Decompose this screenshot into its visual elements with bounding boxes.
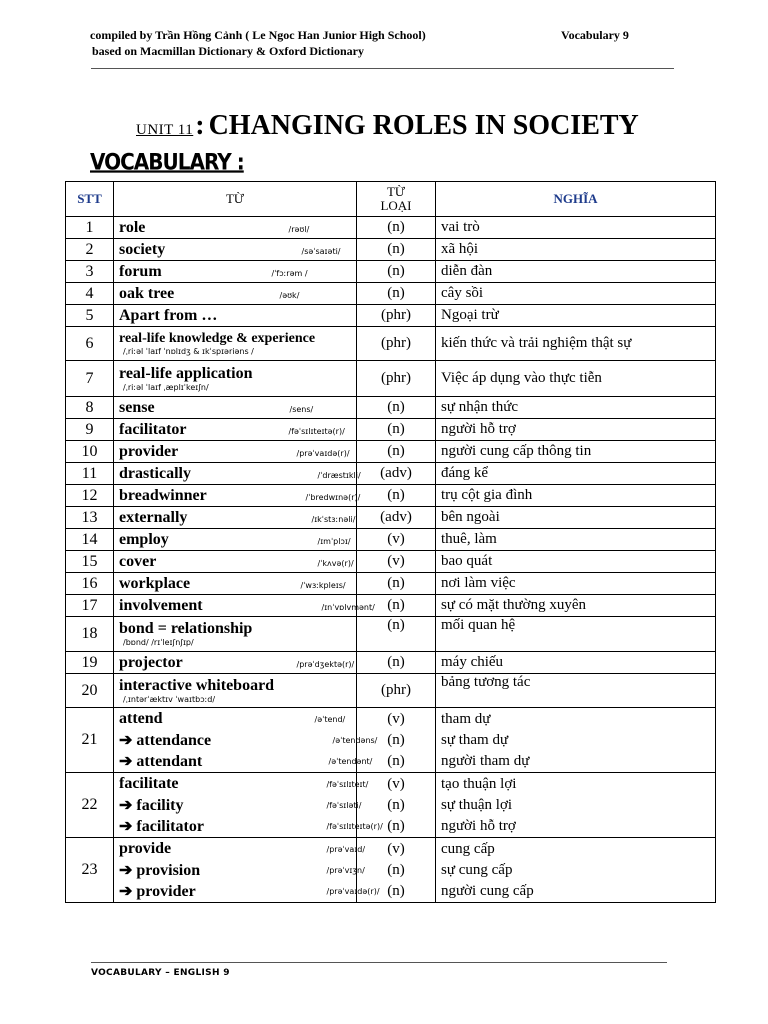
- ipa-text: /əˈtend/: [314, 714, 346, 724]
- meaning-cell: sự có mặt thường xuyên: [436, 595, 716, 617]
- footer-divider: [91, 962, 667, 963]
- meaning-text: sự tham dự: [441, 731, 509, 748]
- table-row: [66, 305, 716, 327]
- ipa-text: /fəˈsɪlɪteɪtə(r)/: [326, 821, 383, 831]
- pos-cell: (phr): [357, 327, 436, 361]
- meaning-cell: bảng tương tác: [436, 674, 716, 708]
- row-number: 1: [66, 217, 114, 239]
- meaning-cell: kiến thức và trải nghiệm thật sự: [436, 327, 716, 361]
- table-row: [66, 441, 716, 463]
- word-cell: [114, 529, 357, 551]
- word-cell: [114, 305, 357, 327]
- pos-cell: (adv): [357, 463, 436, 485]
- word-cell: [114, 507, 357, 529]
- meaning-cell: mối quan hệ: [436, 617, 716, 652]
- ipa-text: /prəˈvaɪd/: [326, 844, 366, 854]
- word-text: ➔ facilitator: [119, 818, 204, 835]
- pos-cell: (n): [357, 573, 436, 595]
- meaning-cell: trụ cột gia đình: [436, 485, 716, 507]
- row-number: 13: [66, 507, 114, 529]
- pos-cell: (n): [357, 485, 436, 507]
- word-text: role: [119, 218, 146, 236]
- ipa-text: /fəˈsɪlɪteɪt/: [326, 779, 369, 789]
- meaning-cell: người hỗ trợ: [436, 419, 716, 441]
- pos-text: (v): [387, 710, 405, 727]
- ipa-text: /ˌriːəl ˈlaɪf ˌæplɪˈkeɪʃn/: [123, 382, 209, 392]
- word-text: ➔ attendance: [119, 732, 212, 749]
- table-row: [66, 573, 716, 595]
- ipa-text: /rəʊl/: [288, 224, 310, 234]
- word-line: [119, 881, 380, 902]
- pos-cell: (n): [357, 652, 436, 674]
- word-text: employ: [119, 530, 169, 548]
- ipa-text: /bɒnd/ /rɪˈleɪʃnʃɪp/: [123, 638, 194, 647]
- word-cell: [114, 674, 357, 708]
- word-cell: [114, 239, 357, 261]
- meaning-cell: nơi làm việc: [436, 573, 716, 595]
- row-number: 16: [66, 573, 114, 595]
- table-row: [66, 652, 716, 674]
- word-line: [119, 730, 378, 751]
- word-text: ➔ provision: [119, 862, 201, 879]
- row-number: 7: [66, 361, 114, 397]
- ipa-text: /ɪkˈstɜːnəli/: [311, 514, 356, 524]
- meaning-text: người hỗ trợ: [441, 817, 516, 834]
- ipa-text: /prəˈvaɪdə(r)/: [326, 886, 380, 896]
- header-title: Vocabulary 9: [561, 28, 629, 42]
- pos-cell: (phr): [357, 361, 436, 397]
- meaning-text: sự thuận lợi: [441, 796, 513, 813]
- row-number: 8: [66, 397, 114, 419]
- meaning-text: người tham dự: [441, 752, 530, 769]
- header-divider: [91, 68, 674, 69]
- word-cell: [114, 708, 378, 773]
- row-number: 12: [66, 485, 114, 507]
- word-text: forum: [119, 262, 162, 280]
- ipa-text: /ˌriːəl ˈlaɪf ˈnɒlɪdʒ & ɪkˈspɪəriəns /: [123, 347, 254, 356]
- header-meaning: NGHĨA: [436, 182, 716, 217]
- pos-cell: (n): [357, 283, 436, 305]
- word-line: [119, 795, 362, 816]
- word-text: provide: [119, 840, 172, 857]
- table-row: [66, 551, 716, 573]
- word-cell: [114, 573, 357, 595]
- pos-text: (v): [387, 840, 405, 857]
- word-cell: [114, 397, 357, 419]
- row-number: 10: [66, 441, 114, 463]
- table-row: [66, 595, 716, 617]
- word-cell: [114, 773, 383, 838]
- word-cell: [114, 327, 357, 361]
- unit-label: UNIT 11: [136, 122, 194, 138]
- word-text: ➔ attendant: [119, 753, 203, 770]
- meaning-cell: vai trò: [436, 217, 716, 239]
- meaning-cell: Việc áp dụng vào thực tiễn: [436, 361, 716, 397]
- word-text: facilitate: [119, 775, 179, 792]
- row-number: 15: [66, 551, 114, 573]
- meaning-cell: bên ngoài: [436, 507, 716, 529]
- word-cell: [114, 595, 375, 617]
- word-text: involvement: [119, 596, 203, 614]
- header-basis: based on Macmillan Dictionary & Oxford Dictionary: [92, 44, 364, 58]
- word-text: attend: [119, 710, 163, 727]
- pos-text: (n): [387, 882, 405, 899]
- pos-cell: (n): [357, 595, 436, 617]
- ipa-text: /əˈtendəns/: [332, 735, 378, 745]
- pos-cell: (adv): [357, 507, 436, 529]
- table-body: [66, 217, 716, 903]
- table-row: [66, 485, 716, 507]
- table-row: [66, 217, 716, 239]
- meaning-text: người cung cấp: [441, 882, 534, 899]
- meaning-cell: Ngoại trừ: [436, 305, 716, 327]
- pos-text: (n): [387, 731, 405, 748]
- meaning-text: tham dự: [441, 710, 491, 727]
- vocabulary-table: [65, 181, 716, 903]
- meaning-cell: bao quát: [436, 551, 716, 573]
- row-number: 22: [66, 773, 114, 838]
- word-cell: [114, 419, 357, 441]
- word-cell: [114, 441, 357, 463]
- unit-title: CHANGING ROLES IN SOCIETY: [208, 110, 639, 141]
- meaning-cell: sự nhận thức: [436, 397, 716, 419]
- table-row-group: [66, 838, 716, 903]
- row-number: 19: [66, 652, 114, 674]
- word-cell: [114, 261, 357, 283]
- meaning-text: sự cung cấp: [441, 861, 513, 878]
- word-text: ➔ facility: [119, 797, 184, 814]
- table-row: [66, 397, 716, 419]
- ipa-text: /əʊk/: [279, 290, 300, 300]
- word-text: drastically: [119, 464, 191, 482]
- header-word: TỪ: [114, 182, 357, 217]
- table-row: [66, 463, 716, 485]
- ipa-text: /ˈdræstɪkli/: [317, 470, 361, 480]
- ipa-text: /ˌɪntərˈæktɪv ˈwaɪtbɔːd/: [123, 694, 216, 704]
- word-cell: [114, 485, 361, 507]
- table-row-group: [66, 773, 716, 838]
- ipa-text: /fəˈsɪlɪteɪtə(r)/: [288, 426, 345, 436]
- word-cell: [114, 551, 357, 573]
- word-text: Apart from …: [119, 306, 218, 324]
- pos-cell: (phr): [357, 305, 436, 327]
- word-line: [119, 816, 383, 837]
- word-text: sense: [119, 398, 155, 416]
- word-text: breadwinner: [119, 486, 207, 504]
- ipa-text: /prəˈvɪʒn/: [326, 865, 365, 875]
- pos-cell: (n): [357, 441, 436, 463]
- unit-heading: [136, 110, 639, 142]
- word-line: [119, 774, 369, 795]
- ipa-text: /fəˈsɪləti/: [326, 800, 362, 810]
- unit-colon: :: [195, 110, 205, 141]
- meaning-cell: đáng kể: [436, 463, 716, 485]
- table-row: [66, 419, 716, 441]
- word-text: provider: [119, 442, 179, 460]
- meaning-cell: [436, 708, 716, 773]
- table-row-group: [66, 708, 716, 773]
- row-number: 23: [66, 838, 114, 903]
- row-number: 21: [66, 708, 114, 773]
- table-row: [66, 327, 716, 361]
- word-cell: [114, 838, 380, 903]
- pos-text: (n): [387, 817, 405, 834]
- header-compiler: compiled by Trần Hồng Cảnh ( Le Ngoc Han Junior High School): [90, 28, 426, 42]
- pos-text: (n): [387, 861, 405, 878]
- word-cell: [114, 617, 357, 652]
- ipa-text: /ˈfɔːrəm /: [271, 268, 308, 278]
- ipa-text: /prəˈdʒektə(r)/: [296, 659, 355, 669]
- meaning-cell: xã hội: [436, 239, 716, 261]
- row-number: 4: [66, 283, 114, 305]
- row-number: 11: [66, 463, 114, 485]
- ipa-text: /sens/: [289, 404, 314, 414]
- header-stt: STT: [66, 182, 114, 217]
- pos-cell: (v): [357, 529, 436, 551]
- row-number: 9: [66, 419, 114, 441]
- pos-cell: (n): [357, 239, 436, 261]
- meaning-cell: [436, 773, 716, 838]
- row-number: 3: [66, 261, 114, 283]
- word-cell: [114, 652, 357, 674]
- meaning-cell: cây sồi: [436, 283, 716, 305]
- word-line: [119, 751, 373, 772]
- meaning-cell: thuê, làm: [436, 529, 716, 551]
- pos-cell: (v): [357, 551, 436, 573]
- word-text: facilitator: [119, 420, 187, 438]
- pos-cell: (n): [357, 261, 436, 283]
- word-line: [119, 709, 351, 730]
- row-number: 18: [66, 617, 114, 652]
- word-cell: [114, 217, 357, 239]
- word-cell: [114, 463, 361, 485]
- meaning-text: cung cấp: [441, 840, 495, 857]
- word-text: ➔ provider: [119, 883, 196, 900]
- row-number: 14: [66, 529, 114, 551]
- row-number: 17: [66, 595, 114, 617]
- ipa-text: /ɪmˈplɔɪ/: [317, 536, 351, 546]
- ipa-text: /əˈtendənt/: [328, 756, 373, 766]
- pos-cell: (n): [357, 397, 436, 419]
- word-text: externally: [119, 508, 188, 526]
- table-row: [66, 529, 716, 551]
- table-row: [66, 507, 716, 529]
- ipa-text: /ˈkʌvə(r)/: [317, 558, 354, 568]
- pos-cell: (n): [357, 419, 436, 441]
- ipa-text: /prəˈvaɪdə(r)/: [296, 448, 350, 458]
- pos-cell: (n): [357, 217, 436, 239]
- ipa-text: /ˈwɜːkpleɪs/: [300, 580, 346, 590]
- word-cell: [114, 283, 357, 305]
- ipa-text: /səˈsaɪəti/: [301, 246, 341, 256]
- pos-cell: (n): [357, 617, 436, 652]
- table-row: [66, 617, 716, 652]
- word-text: society: [119, 240, 166, 258]
- table-header-row: [66, 182, 716, 217]
- header-pos: TỪ LOẠI: [357, 182, 436, 217]
- table-row: [66, 674, 716, 708]
- word-text: real-life application: [119, 364, 253, 382]
- ipa-text: /ˈbredwɪnə(r)/: [305, 492, 361, 502]
- table-row: [66, 239, 716, 261]
- pos-text: (v): [387, 775, 405, 792]
- meaning-text: tạo thuận lợi: [441, 775, 517, 792]
- row-number: 6: [66, 327, 114, 361]
- row-number: 20: [66, 674, 114, 708]
- meaning-cell: diễn đàn: [436, 261, 716, 283]
- word-line: [119, 860, 365, 881]
- row-number: 5: [66, 305, 114, 327]
- vocabulary-heading: VOCABULARY :: [90, 148, 244, 175]
- pos-text: (n): [387, 752, 405, 769]
- table-row: [66, 283, 716, 305]
- pos-text: (n): [387, 796, 405, 813]
- meaning-cell: [436, 838, 716, 903]
- meaning-cell: máy chiếu: [436, 652, 716, 674]
- table-row: [66, 361, 716, 397]
- row-number: 2: [66, 239, 114, 261]
- word-line: [119, 839, 366, 860]
- table-row: [66, 261, 716, 283]
- word-text: interactive whiteboard: [119, 676, 275, 694]
- word-text: workplace: [119, 574, 191, 592]
- word-cell: [114, 361, 357, 397]
- word-text: oak tree: [119, 284, 175, 302]
- pos-cell: (phr): [357, 674, 436, 708]
- footer-text: VOCABULARY – ENGLISH 9: [91, 968, 230, 978]
- word-text: cover: [119, 552, 157, 570]
- word-text: projector: [119, 653, 183, 671]
- word-text: real-life knowledge & experience: [119, 331, 316, 346]
- ipa-text: /ɪnˈvɒlvmənt/: [321, 602, 375, 612]
- meaning-cell: người cung cấp thông tin: [436, 441, 716, 463]
- word-text: bond = relationship: [119, 620, 253, 637]
